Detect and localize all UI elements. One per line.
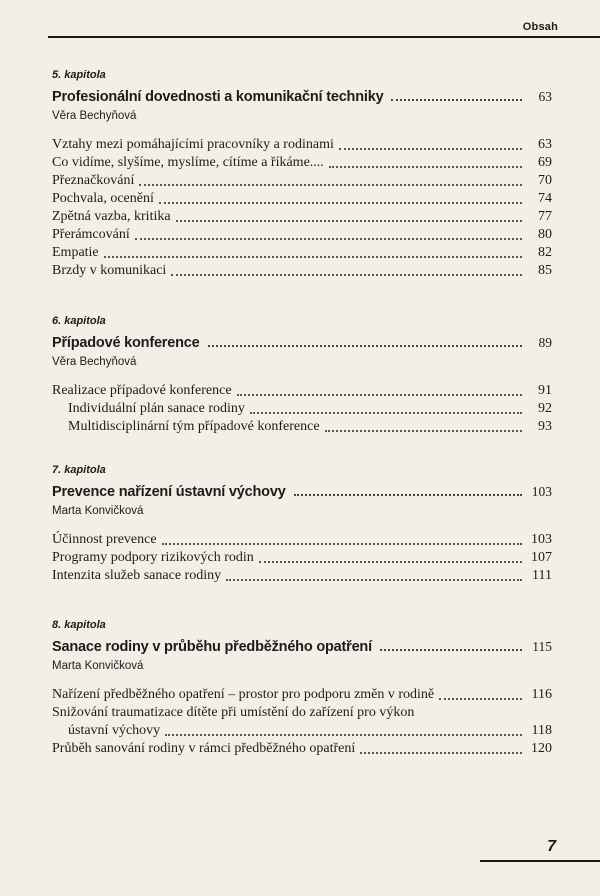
chapter-8 <box>52 618 552 758</box>
toc-subentry[interactable] <box>52 400 552 418</box>
toc-entry-label: Pochvala, ocenění <box>52 191 154 206</box>
chapter-title-row[interactable] <box>52 480 552 500</box>
dot-leader <box>176 220 522 222</box>
toc-entry-label: Vztahy mezi pomáhajícími pracovníky a rodinami <box>52 137 334 152</box>
chapter-label: 8. kapitola <box>52 619 106 631</box>
toc-entry[interactable] <box>52 244 552 262</box>
dot-leader <box>135 238 522 240</box>
toc-entry-label: Účinnost prevence <box>52 532 157 547</box>
chapter-label: 6. kapitola <box>52 315 106 327</box>
toc-entry-page: 93 <box>538 419 552 434</box>
chapter-page-number: 115 <box>532 639 552 654</box>
page-number: 7 <box>547 838 556 855</box>
toc-entry-page: 80 <box>538 227 552 242</box>
toc-entry-page: 69 <box>538 155 552 170</box>
chapter-author: Věra Bechyňová <box>52 110 137 122</box>
chapter-title: Sanace rodiny v průběhu předběžného opatření <box>52 639 372 655</box>
toc-entry[interactable] <box>52 740 552 758</box>
dot-leader <box>162 543 522 545</box>
toc-entry[interactable] <box>52 382 552 400</box>
toc-entry-label: Nařízení předběžného opatření – prostor pro podporu změn v rodině <box>52 687 435 702</box>
toc-entry[interactable] <box>52 226 552 244</box>
toc-entry-page: 74 <box>538 191 552 206</box>
chapter-page-number: 63 <box>538 89 552 104</box>
toc-entry-page: 118 <box>531 723 552 738</box>
chapter-6 <box>52 314 552 436</box>
dot-leader <box>208 345 523 347</box>
toc-entry[interactable] <box>52 567 552 585</box>
toc-entry-label: Zpětná vazba, kritika <box>52 209 171 224</box>
toc-entry-label: Realizace případové konference <box>52 383 232 398</box>
dot-leader <box>259 561 522 563</box>
chapter-title-row[interactable] <box>52 85 552 105</box>
toc-entry-label: Empatie <box>52 245 99 260</box>
toc-entry-page: 107 <box>531 550 552 565</box>
chapter-page-number: 103 <box>531 484 552 499</box>
toc-entry-label: Multidisciplinární tým případové konference <box>68 419 320 434</box>
dot-leader <box>139 184 522 186</box>
dot-leader <box>391 99 522 101</box>
chapter-entries <box>52 136 552 280</box>
toc-entry-page: 63 <box>538 137 552 152</box>
chapter-entries <box>52 531 552 585</box>
toc-entry[interactable] <box>52 136 552 154</box>
chapter-author: Marta Konvičková <box>52 505 144 517</box>
chapter-title-row[interactable] <box>52 331 552 351</box>
dot-leader <box>104 256 522 258</box>
toc-entry-label: Programy podpory rizikových rodin <box>52 550 254 565</box>
dot-leader <box>360 752 522 754</box>
toc-entry-page: 85 <box>538 263 552 278</box>
dot-leader <box>325 430 522 432</box>
toc-entry-page: 116 <box>531 687 552 702</box>
dot-leader <box>439 698 522 700</box>
toc-entry-label: Průběh sanování rodiny v rámci předběžného opatření <box>52 741 356 756</box>
toc-entry[interactable] <box>52 531 552 549</box>
dot-leader <box>329 166 522 168</box>
toc-entry-label: Co vidíme, slyšíme, myslíme, cítíme a říkáme.... <box>52 155 324 170</box>
chapter-entries <box>52 382 552 436</box>
toc-entry-page: 70 <box>538 173 552 188</box>
toc-subentry[interactable] <box>52 418 552 436</box>
toc-entry[interactable] <box>52 208 552 226</box>
chapter-title-row[interactable] <box>52 635 552 655</box>
chapter-title: Prevence nařízení ústavní výchovy <box>52 484 286 500</box>
chapter-author: Věra Bechyňová <box>52 356 137 368</box>
toc-entry-page: 103 <box>531 532 552 547</box>
dot-leader <box>237 394 522 396</box>
toc-entry[interactable] <box>52 262 552 280</box>
toc-entry[interactable] <box>52 172 552 190</box>
dot-leader <box>294 494 522 496</box>
toc-entry-page: 120 <box>531 741 552 756</box>
toc-entry-page: 82 <box>538 245 552 260</box>
toc-entry-label-line2: ústavní výchovy <box>68 723 161 738</box>
chapter-label: 7. kapitola <box>52 464 106 476</box>
dot-leader <box>226 579 522 581</box>
dot-leader <box>250 412 522 414</box>
dot-leader <box>339 148 522 150</box>
header-section-label: Obsah <box>522 21 558 33</box>
toc-entry[interactable] <box>52 686 552 704</box>
dot-leader <box>165 734 522 736</box>
chapter-title: Profesionální dovednosti a komunikační techniky <box>52 89 384 105</box>
footer-rule <box>480 860 600 862</box>
toc-entry-label: Přeznačkování <box>52 173 135 188</box>
chapter-author: Marta Konvičková <box>52 660 144 672</box>
toc-entry-continuation <box>52 722 552 740</box>
toc-entry-label: Brzdy v komunikaci <box>52 263 167 278</box>
chapter-label: 5. kapitola <box>52 69 106 81</box>
chapter-5 <box>52 68 552 280</box>
chapter-7 <box>52 463 552 585</box>
toc-entry-label: Přerámcování <box>52 227 130 242</box>
toc-entry[interactable] <box>52 549 552 567</box>
dot-leader <box>380 649 522 651</box>
dot-leader <box>159 202 522 204</box>
toc-entry-page: 91 <box>538 383 552 398</box>
toc-entry[interactable] <box>52 190 552 208</box>
chapter-page-number: 89 <box>538 335 552 350</box>
toc-entry-multiline[interactable] <box>52 704 552 740</box>
toc-entry-label: Intenzita služeb sanace rodiny <box>52 568 222 583</box>
toc-entry-page: 111 <box>532 568 552 583</box>
chapter-entries <box>52 686 552 758</box>
dot-leader <box>171 274 522 276</box>
header-rule <box>48 36 600 38</box>
toc-entry-page: 77 <box>538 209 552 224</box>
toc-entry-page: 92 <box>538 401 552 416</box>
chapter-title: Případové konference <box>52 335 200 351</box>
toc-entry[interactable] <box>52 154 552 172</box>
toc-entry-label-line1: Snižování traumatizace dítěte při umístění do zařízení pro výkon <box>52 705 415 720</box>
toc-entry-label: Individuální plán sanace rodiny <box>68 401 245 416</box>
